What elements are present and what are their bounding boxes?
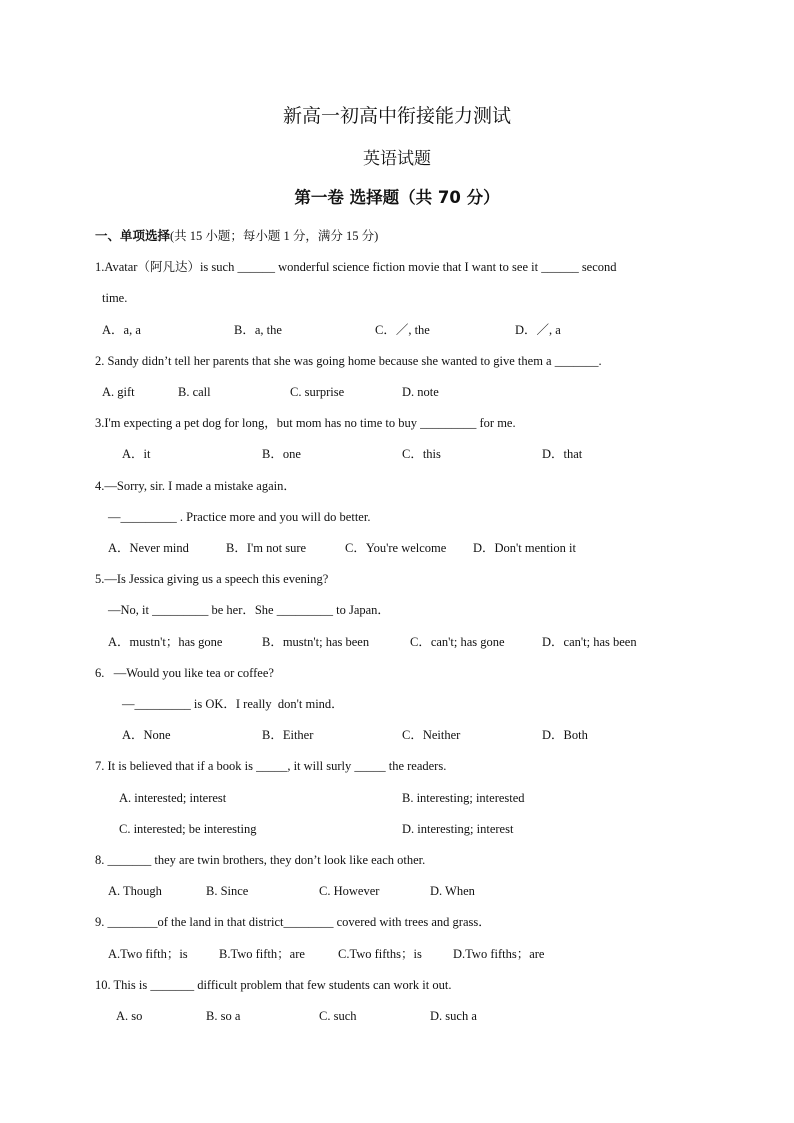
question-10-option-a: A. so	[116, 1009, 143, 1023]
question-4-option-c: C．You're welcome	[345, 541, 447, 555]
question-8-option-a: A. Though	[108, 884, 162, 898]
question-6-stem-line2: —_________ is OK．I really don't mind．	[122, 697, 344, 711]
question-1-stem-line1: 1.Avatar（阿凡达）is such ______ wonderful science fiction movie that I want to see it ______ second	[95, 260, 617, 274]
exam-subject: 英语试题	[363, 149, 431, 169]
question-3-stem: 3.I'm expecting a pet dog for long，but mom has no time to buy _________ for me.	[95, 416, 516, 430]
question-1-option-b: B．a, the	[234, 323, 282, 337]
question-4-option-b: B．I'm not sure	[226, 541, 307, 555]
question-3-option-c: C．this	[402, 447, 441, 461]
question-4-option-d: D．Don't mention it	[473, 541, 576, 555]
question-2-option-c: C. surprise	[290, 385, 345, 399]
question-1-option-a: A．a, a	[102, 323, 141, 337]
part-heading: 第一卷 选择题（共 70 分）	[294, 188, 500, 207]
question-6-stem-line1: 6. —Would you like tea or coffee?	[95, 666, 274, 680]
question-1-stem-line2: time.	[102, 291, 128, 305]
question-4-stem-line1: 4.—Sorry, sir. I made a mistake again．	[95, 479, 296, 493]
question-9-option-c: C.Two fifths；is	[338, 947, 422, 961]
question-10-option-d: D. such a	[430, 1009, 477, 1023]
question-10-stem: 10. This is _______ difficult problem that few students can work it out.	[95, 978, 452, 992]
question-5-stem-line1: 5.—Is Jessica giving us a speech this evening?	[95, 572, 329, 586]
question-8-option-b: B. Since	[206, 884, 249, 898]
question-7-stem: 7. It is believed that if a book is _____, it will surly _____ the readers.	[95, 759, 447, 773]
question-2-stem: 2. Sandy didn’t tell her parents that she was going home because she wanted to give them a _______.	[95, 354, 602, 368]
section-heading-rest: (共 15 小题；每小题 1 分，满分 15 分)	[170, 229, 379, 243]
question-9-option-b: B.Two fifth；are	[219, 947, 305, 961]
question-2-option-a: A. gift	[102, 385, 135, 399]
question-8-stem: 8. _______ they are twin brothers, they don’t look like each other.	[95, 853, 426, 867]
question-5-option-b: B．mustn't; has been	[262, 635, 370, 649]
question-1-option-c: C．／, the	[375, 323, 430, 337]
question-7-option-a: A. interested; interest	[119, 791, 227, 805]
question-4-stem-line2: —_________ . Practice more and you will do better.	[108, 510, 371, 524]
question-10-option-c: C. such	[319, 1009, 357, 1023]
question-8-option-d: D. When	[430, 884, 475, 898]
question-7-option-c: C. interested; be interesting	[119, 822, 257, 836]
question-6-option-c: C．Neither	[402, 728, 461, 742]
question-6-option-b: B．Either	[262, 728, 314, 742]
question-7-option-d: D. interesting; interest	[402, 822, 514, 836]
question-3-option-a: A．it	[122, 447, 151, 461]
exam-title: 新高一初高中衔接能力测试	[282, 105, 511, 127]
question-9-option-a: A.Two fifth；is	[108, 947, 188, 961]
question-2-option-d: D. note	[402, 385, 439, 399]
section-heading	[95, 228, 378, 244]
question-1-option-d: D．／, a	[515, 323, 561, 337]
question-5-option-a: A．mustn't；has gone	[108, 635, 223, 649]
question-3-option-d: D．that	[542, 447, 583, 461]
question-3-option-b: B．one	[262, 447, 301, 461]
question-5-stem-line2: —No, it _________ be her．She _________ to Japan．	[108, 603, 390, 617]
question-6-option-a: A．None	[122, 728, 171, 742]
question-2-option-b: B. call	[178, 385, 211, 399]
section-heading-bold: 一、单项选择	[95, 228, 171, 243]
question-6-option-d: D．Both	[542, 728, 588, 742]
question-10-option-b: B. so a	[206, 1009, 241, 1023]
question-7-option-b: B. interesting; interested	[402, 791, 525, 805]
question-5-option-c: C．can't; has gone	[410, 635, 505, 649]
question-8-option-c: C. However	[319, 884, 380, 898]
question-5-option-d: D．can't; has been	[542, 635, 637, 649]
question-9-option-d: D.Two fifths；are	[453, 947, 545, 961]
question-4-option-a: A．Never mind	[108, 541, 189, 555]
question-9-stem: 9. ________of the land in that district________ covered with trees and grass．	[95, 915, 491, 929]
